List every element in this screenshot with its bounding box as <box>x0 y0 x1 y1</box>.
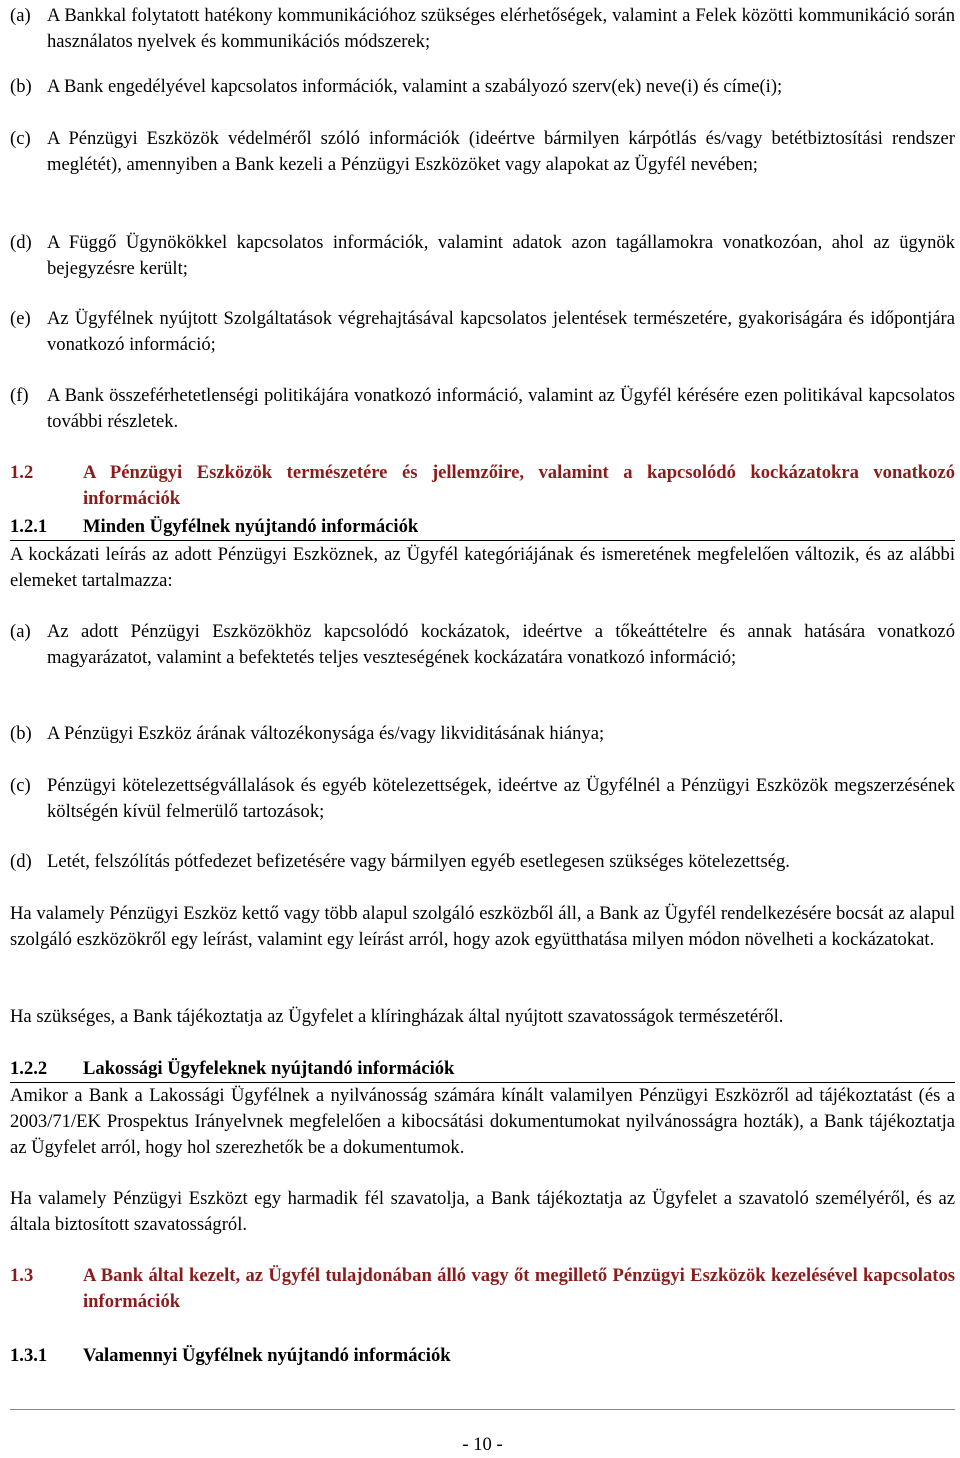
paragraph-prospectus: Amikor a Bank a Lakossági Ügyfélnek a nyilvánosság számára kínált valamilyen Pénzügyi Eszközről ad tájékoztatást (és a 2003/71/EK Prospektus Irányelvnek megfelelően a kibocsátási dokumentumokat nyilvánosságra hozták), a Bank tájékoztatja az Ügyfelet arról, hogy hol szerezhetők be a dokumentumok. <box>10 1085 955 1158</box>
list-item-label: (c) <box>10 775 31 796</box>
page-number: - 10 - <box>462 1434 503 1455</box>
list-item-label: (d) <box>10 232 32 253</box>
list-item-label: (a) <box>10 5 31 26</box>
list-item-label: (b) <box>10 723 32 744</box>
subsection-number: 1.2.2 <box>10 1058 48 1079</box>
list-item-text: A Függő Ügynökökkel kapcsolatos információk, valamint adatok azon tagállamokra vonatkozóan, ahol az ügynök bejegyzésre került; <box>47 232 955 279</box>
list-item-text: Az adott Pénzügyi Eszközökhöz kapcsolódó kockázatok, ideértve a tőkeáttételre és annak hatására vonatkozó magyarázatot, valamint a befektetés teljes veszteségének kockázatára vonatkozó információ; <box>47 621 955 668</box>
section-title: A Bank által kezelt, az Ügyfél tulajdonában álló vagy őt megillető Pénzügyi Eszközök kezelésével kapcsolatos információk <box>83 1265 955 1312</box>
subsection-number: 1.2.1 <box>10 516 48 537</box>
section-heading-1-2 <box>10 460 955 512</box>
intro-paragraph: A kockázati leírás az adott Pénzügyi Eszköznek, az Ügyfél kategóriájának és ismeretének megfelelően változik, és az alábbi elemeket tartalmazza: <box>10 544 955 591</box>
subsection-underline <box>10 540 955 541</box>
list-item <box>10 383 955 435</box>
list-item-text: Az Ügyfélnek nyújtott Szolgáltatások végrehajtásával kapcsolatos jelentések természetére, gyakoriságára és időpontjára vonatkozó információ; <box>47 308 955 355</box>
subsection-heading-1-3-1 <box>10 1343 955 1369</box>
paragraph-clearing: Ha szükséges, a Bank tájékoztatja az Ügyfelet a klíringházak által nyújtott szavatosságok természetéről. <box>10 1006 784 1027</box>
list-item <box>10 74 955 100</box>
subsection-title: Valamennyi Ügyfélnek nyújtandó információk <box>83 1345 451 1366</box>
list-item <box>10 230 955 282</box>
list-item-label: (d) <box>10 851 32 872</box>
list-item-label: (a) <box>10 621 31 642</box>
section-title: A Pénzügyi Eszközök természetére és jellemzőire, valamint a kapcsolódó kockázatokra vonatkozó információk <box>83 462 955 509</box>
paragraph-guarantor: Ha valamely Pénzügyi Eszközt egy harmadik fél szavatolja, a Bank tájékoztatja az Ügyfelet a szavatoló személyéről, és az általa biztosított szavatosságról. <box>10 1188 955 1235</box>
subsection-heading-1-2-1 <box>10 514 955 541</box>
subsection-number: 1.3.1 <box>10 1345 48 1366</box>
list-item-label: (b) <box>10 76 32 97</box>
list-item <box>10 721 955 747</box>
section-number: 1.3 <box>10 1265 34 1286</box>
list-item-text: A Pénzügyi Eszköz árának változékonysága és/vagy likviditásának hiánya; <box>47 723 605 744</box>
list-item-text: A Bank összeférhetetlenségi politikájára vonatkozó információ, valamint az Ügyfél kérésére ezen politikával kapcsolatos további részletek. <box>47 385 955 432</box>
footer-divider <box>10 1409 955 1410</box>
list-item <box>10 773 955 825</box>
list-item-text: Letét, felszólítás pótfedezet befizetésére vagy bármilyen egyéb esetlegesen szükséges kötelezettség. <box>47 851 790 872</box>
section-number: 1.2 <box>10 462 34 483</box>
list-item-text: Pénzügyi kötelezettségvállalások és egyéb kötelezettségek, ideértve az Ügyfélnél a Pénzügyi Eszközök megszerzésének költségén kívül felmerülő tartozások; <box>47 775 955 822</box>
list-item-text: A Bankkal folytatott hatékony kommunikációhoz szükséges elérhetőségek, valamint a Felek közötti kommunikáció során használatos nyelvek és kommunikációs módszerek; <box>47 5 955 52</box>
list-item-label: (e) <box>10 308 31 329</box>
subsection-title: Lakossági Ügyfeleknek nyújtandó információk <box>83 1058 455 1079</box>
list-item <box>10 306 955 358</box>
list-item <box>10 126 955 178</box>
list-item-label: (f) <box>10 385 29 406</box>
list-item <box>10 619 955 671</box>
subsection-heading-1-2-2 <box>10 1056 955 1083</box>
list-item <box>10 849 955 875</box>
paragraph-underlying-assets: Ha valamely Pénzügyi Eszköz kettő vagy több alapul szolgáló eszközből áll, a Bank az Ügyfél rendelkezésére bocsát az alapul szolgáló eszközökről egy leírást, valamint egy leírást arról, hogy azok együtthatása milyen módon növelheti a kockázatokat. <box>10 903 955 950</box>
subsection-title: Minden Ügyfélnek nyújtandó információk <box>83 516 419 537</box>
list-item-text: A Bank engedélyével kapcsolatos információk, valamint a szabályozó szerv(ek) neve(i) és címe(i); <box>47 76 783 97</box>
list-item <box>10 3 955 55</box>
section-heading-1-3 <box>10 1263 955 1315</box>
list-item-text: A Pénzügyi Eszközök védelméről szóló információk (ideértve bármilyen kárpótlás és/vagy betétbiztosítási rendszer meglétét), amennyiben a Bank kezeli a Pénzügyi Eszközöket vagy alapokat az Ügyfél nevében; <box>47 128 955 175</box>
list-item-label: (c) <box>10 128 31 149</box>
